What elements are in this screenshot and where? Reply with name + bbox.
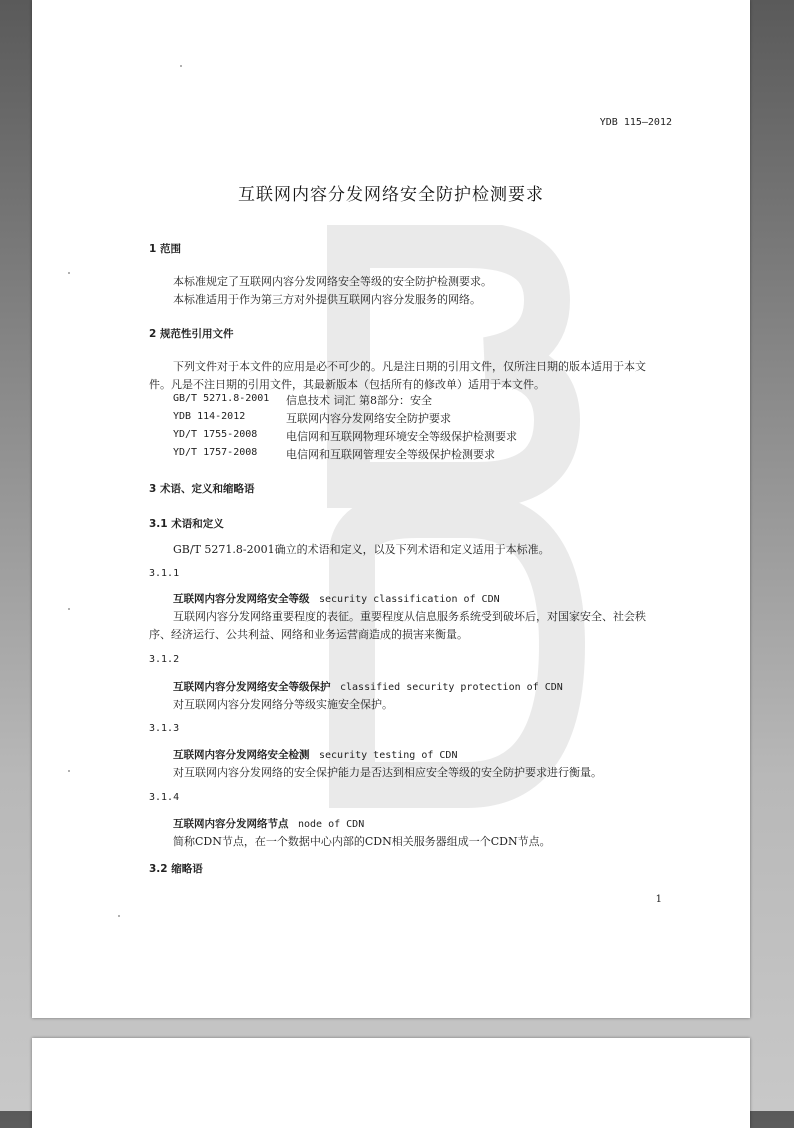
ref-code: YD/T 1755-2008 xyxy=(173,429,258,440)
section-1-heading: 1 范围 xyxy=(149,243,181,255)
scan-speck xyxy=(68,272,70,274)
term-name: 互联网内容分发网络安全等级 xyxy=(173,593,310,605)
term-english: classified security protection of CDN xyxy=(340,682,563,693)
ref-title: 信息技术 词汇 第8部分：安全 xyxy=(286,394,432,407)
ref-title: 互联网内容分发网络安全防护要求 xyxy=(286,412,451,425)
section-3-1-heading: 3.1 术语和定义 xyxy=(149,518,224,530)
section-3-heading: 3 术语、定义和缩略语 xyxy=(149,483,255,495)
term-heading xyxy=(173,679,563,694)
section-3-1-line: GB/T 5271.8-2001确立的术语和定义，以及下列术语和定义适用于本标准。 xyxy=(173,543,550,556)
term-definition-line: 互联网内容分发网络重要程度的表征。重要程度从信息服务系统受到破坏后，对国家安全、社会秩 xyxy=(173,610,646,623)
term-definition-line: 简称CDN节点，在一个数据中心内部的CDN相关服务器组成一个CDN节点。 xyxy=(173,835,551,848)
document-page xyxy=(32,0,750,1018)
ref-code: YD/T 1757-2008 xyxy=(173,447,258,458)
section-3-2-heading: 3.2 缩略语 xyxy=(149,863,203,875)
term-definition-line: 序、经济运行、公共利益、网络和业务运营商造成的损害来衡量。 xyxy=(149,628,468,641)
ref-code: YDB 114-2012 xyxy=(173,411,246,422)
ref-title: 电信网和互联网管理安全等级保护检测要求 xyxy=(286,448,495,461)
term-name: 互联网内容分发网络安全检测 xyxy=(173,749,310,761)
standard-number: YDB 115—2012 xyxy=(599,117,672,128)
term-name: 互联网内容分发网络安全等级保护 xyxy=(173,681,331,693)
term-number: 3.1.4 xyxy=(149,792,180,803)
term-number: 3.1.1 xyxy=(149,568,180,579)
next-page xyxy=(32,1038,750,1128)
term-definition-line: 对互联网内容分发网络的安全保护能力是否达到相应安全等级的安全防护要求进行衡量。 xyxy=(173,766,602,779)
scan-speck xyxy=(68,608,70,610)
scan-speck xyxy=(68,770,70,772)
section-2-heading: 2 规范性引用文件 xyxy=(149,328,234,340)
page-number: 1 xyxy=(655,894,662,905)
ref-code: GB/T 5271.8-2001 xyxy=(173,393,270,404)
term-english: node of CDN xyxy=(298,819,365,830)
ref-title: 电信网和互联网物理环境安全等级保护检测要求 xyxy=(286,430,517,443)
document-title: 互联网内容分发网络安全防护检测要求 xyxy=(238,185,544,205)
term-number: 3.1.2 xyxy=(149,654,180,665)
section-1-line: 本标准适用于作为第三方对外提供互联网内容分发服务的网络。 xyxy=(173,293,481,306)
term-heading xyxy=(173,591,500,606)
scan-speck xyxy=(180,65,182,67)
term-definition-line: 对互联网内容分发网络分等级实施安全保护。 xyxy=(173,698,393,711)
term-english: security classification of CDN xyxy=(319,594,500,605)
term-name: 互联网内容分发网络节点 xyxy=(173,818,289,830)
term-heading xyxy=(173,816,364,831)
scan-speck xyxy=(118,915,120,917)
section-2-intro-line: 件。凡是不注日期的引用文件，其最新版本（包括所有的修改单）适用于本文件。 xyxy=(149,378,545,391)
term-english: security testing of CDN xyxy=(319,750,458,761)
term-number: 3.1.3 xyxy=(149,723,180,734)
section-2-intro-line: 下列文件对于本文件的应用是必不可少的。凡是注日期的引用文件，仅所注日期的版本适用于本文 xyxy=(173,360,646,373)
section-1-line: 本标准规定了互联网内容分发网络安全等级的安全防护检测要求。 xyxy=(173,275,492,288)
term-heading xyxy=(173,747,457,762)
